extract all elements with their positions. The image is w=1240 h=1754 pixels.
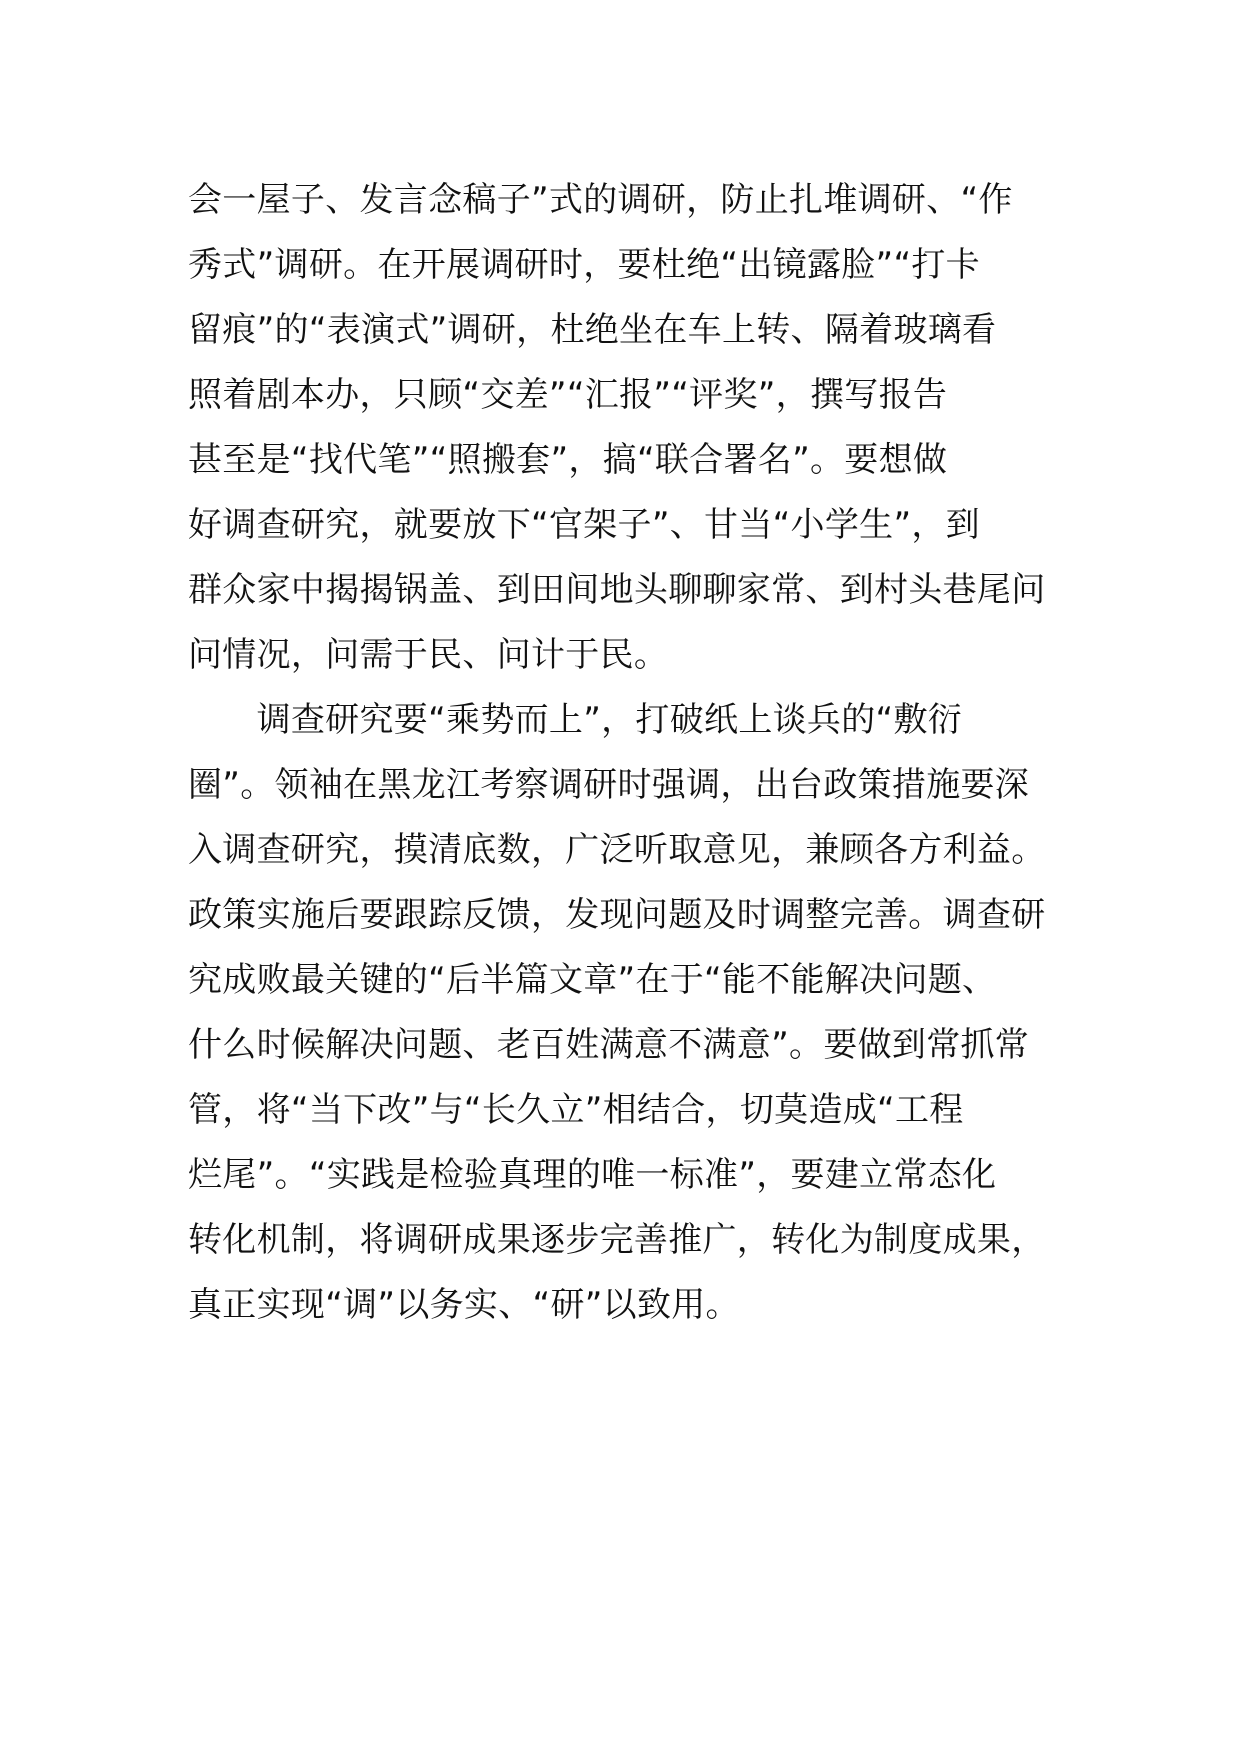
body-text (188, 168, 1054, 1338)
text-line: 转化机制，将调研成果逐步完善推广，转化为制度成果， (188, 1220, 1046, 1260)
text-line: 好调查研究，就要放下“官架子”、甘当“小学生”，到 (188, 505, 980, 545)
text-line: 留痕”的“表演式”调研，杜绝坐在车上转、隔着玻璃看 (188, 310, 997, 350)
text-line: 照着剧本办，只顾“交差”“汇报”“评奖”，撰写报告 (188, 375, 948, 415)
text-line: 甚至是“找代笔”“照搬套”，搞“联合署名”。要想做 (188, 440, 948, 480)
text-line: 群众家中揭揭锅盖、到田间地头聊聊家常、到村头巷尾问 (188, 570, 1046, 610)
text-line: 管，将“当下改”与“长久立”相结合，切莫造成“工程 (188, 1090, 964, 1130)
text-line: 政策实施后要跟踪反馈，发现问题及时调整完善。调查研 (188, 895, 1046, 935)
text-line: 入调查研究，摸清底数，广泛听取意见，兼顾各方利益。 (188, 830, 1046, 870)
text-line: 问情况，问需于民、问计于民。 (188, 635, 669, 675)
text-line: 究成败最关键的“后半篇文章”在于“能不能解决问题、 (188, 960, 997, 1000)
text-line: 调查研究要“乘势而上”，打破纸上谈兵的“敷衍 (188, 700, 963, 740)
text-line: 圈”。领袖在黑龙江考察调研时强调，出台政策措施要深 (188, 765, 1030, 805)
text-line: 会一屋子、发言念稿子”式的调研，防止扎堆调研、“作 (188, 180, 1013, 220)
text-line: 真正实现“调”以务实、“研”以致用。 (188, 1285, 740, 1325)
text-line: 什么时候解决问题、老百姓满意不满意”。要做到常抓常 (188, 1025, 1030, 1065)
text-line: 秀式”调研。在开展调研时，要杜绝“出镜露脸”“打卡 (188, 245, 980, 285)
text-line: 烂尾”。“实践是检验真理的唯一标准”，要建立常态化 (188, 1155, 997, 1195)
